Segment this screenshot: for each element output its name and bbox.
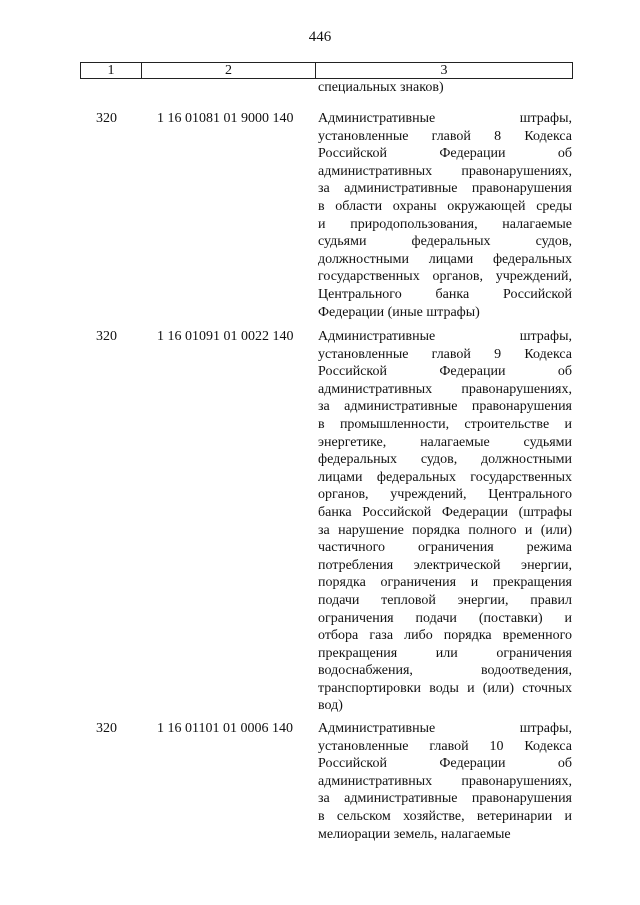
description-line: мелиорации земель, налагаемые [318, 826, 511, 842]
column-header-2: 2 [142, 63, 316, 78]
description-line: банка Российской Федерации (штрафы [318, 504, 572, 520]
description-line: вод) [318, 698, 343, 714]
admin-code: 320 [96, 329, 117, 344]
description-line: Федерации (иные штрафы) [318, 304, 480, 320]
description-line: федеральных судов, должностными [318, 452, 572, 468]
kbk-code: 1 16 01081 01 9000 140 [157, 111, 294, 126]
description-line: в области охраны окружающей среды [318, 198, 572, 214]
description-line: специальных знаков) [318, 80, 444, 95]
description-line: водоснабжения, водоотведения, [318, 663, 572, 679]
column-header-3: 3 [440, 63, 448, 78]
kbk-code: 1 16 01101 01 0006 140 [157, 721, 293, 736]
table-header [80, 62, 573, 79]
description-line: Административные штрафы, [318, 721, 572, 736]
description-line: энергетике, налагаемые судьями [318, 434, 572, 450]
description-line: в сельском хозяйстве, ветеринарии и [318, 808, 572, 824]
description-line: частичного ограничения режима [318, 540, 572, 556]
admin-code: 320 [96, 111, 117, 126]
description-line: установленные главой 10 Кодекса [318, 738, 572, 754]
description-line: судьями федеральных судов, [318, 234, 572, 250]
description-line: административных правонарушениях, [318, 163, 572, 179]
description-line: за административные правонарушения [318, 181, 572, 197]
description-line: должностными лицами федеральных [318, 251, 572, 267]
description-line: органов, учреждений, Центрального [318, 487, 572, 503]
row-description [318, 328, 572, 715]
description-line: прекращения или ограничения [318, 645, 572, 661]
description-line: Российской Федерации об [318, 756, 572, 772]
description-line: установленные главой 8 Кодекса [318, 128, 572, 144]
description-line: ограничения подачи (поставки) и [318, 610, 572, 626]
description-line: лицами федеральных государственных [318, 469, 572, 485]
page-number: 446 [308, 29, 332, 45]
description-line: за административные правонарушения [318, 791, 572, 807]
row-description [318, 110, 572, 321]
description-line: транспортировки воды и (или) сточных [318, 680, 572, 696]
description-line: установленные главой 9 Кодекса [318, 346, 572, 362]
kbk-code: 1 16 01091 01 0022 140 [157, 329, 294, 344]
continuation-description [318, 79, 572, 97]
description-line: Российской Федерации об [318, 146, 572, 162]
description-line: Российской Федерации об [318, 364, 572, 380]
description-line: за нарушение порядка полного и (или) [318, 522, 572, 538]
description-line: в промышленности, строительстве и [318, 416, 572, 432]
description-line: Центрального банка Российской [318, 286, 572, 302]
description-line: потребления электрической энергии, [318, 557, 572, 573]
description-line: административных правонарушениях, [318, 381, 572, 397]
description-line: за административные правонарушения [318, 399, 572, 415]
admin-code: 320 [96, 721, 117, 736]
column-header-1: 1 [81, 63, 142, 78]
description-line: подачи тепловой энергии, правил [318, 592, 572, 608]
description-line: Административные штрафы, [318, 329, 572, 344]
description-line: административных правонарушениях, [318, 773, 572, 789]
description-line: Административные штрафы, [318, 111, 572, 126]
description-line: и природопользования, налагаемые [318, 216, 572, 232]
description-line: порядка ограничения и прекращения [318, 575, 572, 591]
description-line: государственных органов, учреждений, [318, 269, 572, 285]
row-description [318, 720, 572, 843]
description-line: отбора газа либо порядка временного [318, 628, 572, 644]
